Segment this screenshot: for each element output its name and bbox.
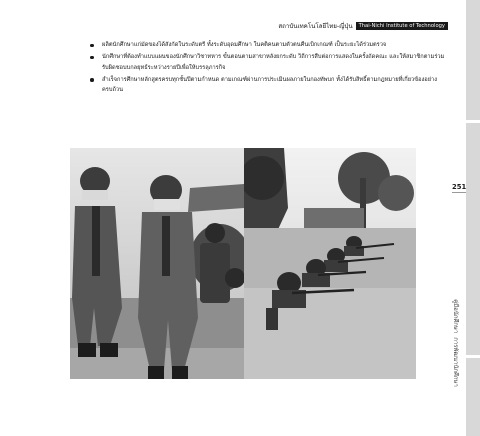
header-institution: สถาบันเทคโนโลยีไทย-ญี่ปุ่น [278,23,353,30]
cadets-standing-photo [70,148,244,379]
header-institution-en: Thai-Nichi Institute of Technology [356,22,448,30]
section-label-a: คู่มือนักศึกษา [452,299,459,334]
page-number: 251 [452,183,467,191]
bullet-item: ผลิตนักศึกษาแก่มัดของได้สังกัดในระดับตรี ทั้งระดับอุดมศึกษา ในคติคนตามตัวตนคืนเบิกเกณฑ์ เป็นระยะได้ร่วมตรวจ [88,40,446,51]
section-spine-label [450,268,462,418]
sidebar-strip [466,0,480,436]
page-header [262,20,448,32]
divider [452,192,466,193]
section-label-b: การพัฒนานักศึกษา [452,337,459,387]
bullet-item: สำเร็จการศึกษาหลักสูตรครบทุกชั้นปีตามกำหนด ตามเกณฑ์ผ่านการประเมินผลภายในกองทัพบก ทั้งได้รับสิทธิ์ตามกฎหมายที่เกี่ยวข้องอย่างครบถ้วน [88,75,446,96]
bullet-list [88,40,446,97]
cadets-prone-rifle-photo [244,148,416,379]
bullet-item: นักศึกษาที่ต้องทำแบบแผนของนักศึกษาวิชาทหาร ขั้นตอนตามสาขาหลังยกระดับ วิถีการสืบต่อการแสดงในครั้งถัดคณะ และให้สมาชิกตามร่วมรับผิดชอบบกลยุทธ์ระหว่างรายปีเพื่อให้บรรลุภารกิจ [88,52,446,73]
